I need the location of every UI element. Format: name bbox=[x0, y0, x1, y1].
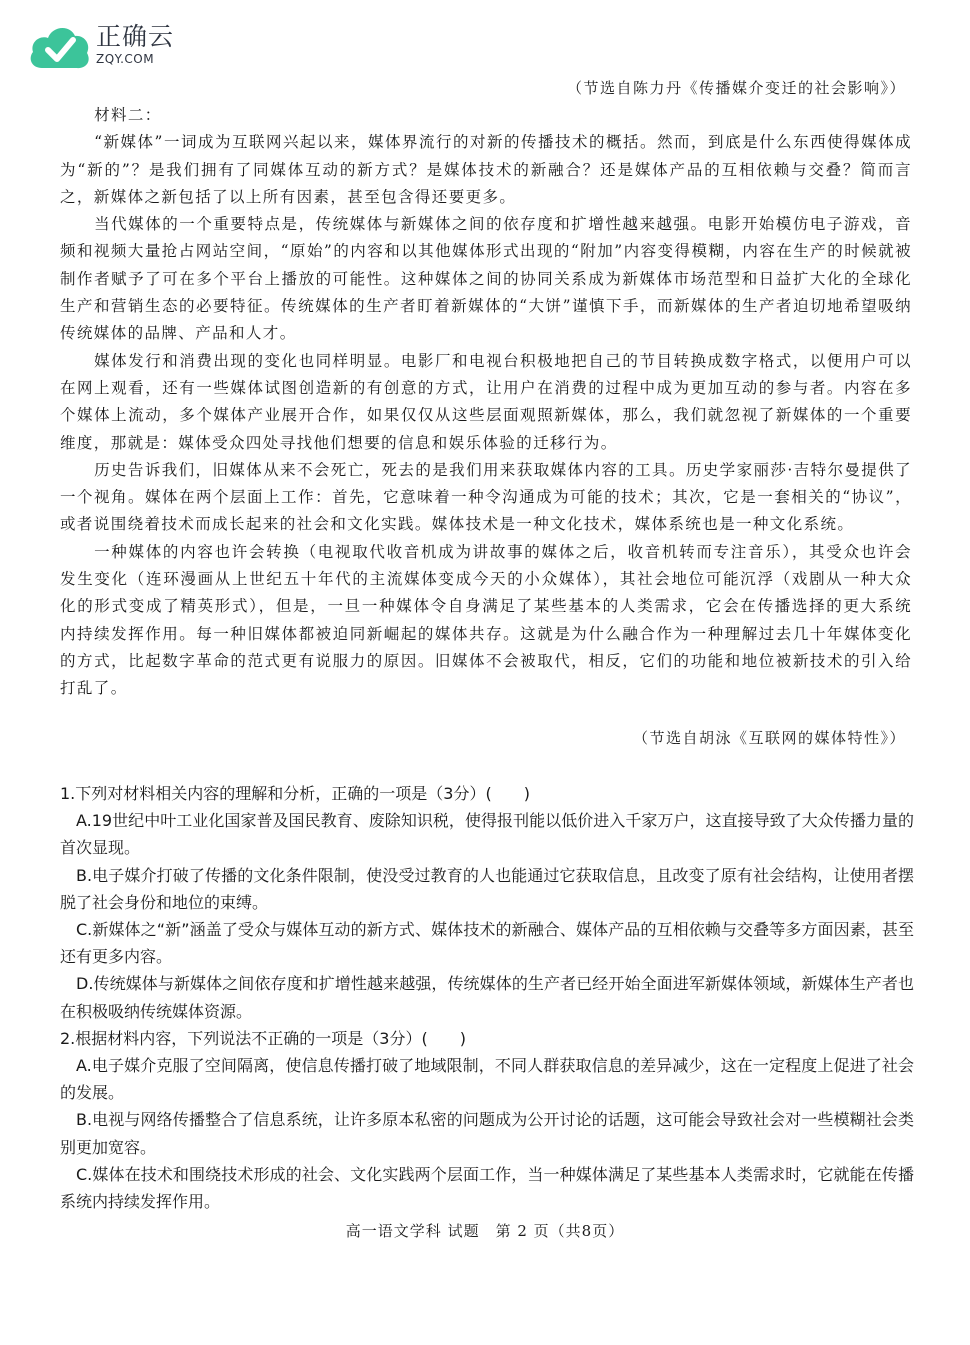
question-1-option-c: C.新媒体之“新”涵盖了受众与媒体互动的新方式、媒体技术的新融合、媒体产品的互相依赖与交叠等多方面因素，甚至还有更多内容。 bbox=[60, 920, 914, 967]
question-2-option-b: B.电视与网络传播整合了信息系统，让许多原本私密的问题成为公开讨论的话题，这可能会导致社会对一些模糊社会类别更加宽容。 bbox=[60, 1110, 914, 1157]
question-section bbox=[60, 780, 914, 1215]
material-paragraph-2: 当代媒体的一个重要特点是，传统媒体与新媒体之间的依存度和扩增性越来越强。电影开始模仿电子游戏，音频和视频大量抢占网站空间，“原始”的内容和以其他媒体形式出现的“附加”内容变得模糊，内容在生产的时候就被制作者赋予了可在多个平台上播放的可能性。这种媒体之间的协同关系成为新媒体市场范型和日益扩大化的全球化生产和营销生态的必要特征。传统媒体的生产者盯着新媒体的“大饼”谨慎下手，而新媒体的生产者迫切地希望吸纳传统媒体的品牌、产品和人才。 bbox=[60, 215, 912, 343]
question-2-option-c: C.媒体在技术和围绕技术形成的社会、文化实践两个层面工作，当一种媒体满足了某些基本人类需求时，它就能在传播系统内持续发挥作用。 bbox=[60, 1164, 914, 1212]
question-2-stem: 2.根据材料内容，下列说法不正确的一项是（3分）( ) bbox=[60, 1028, 466, 1048]
material-heading: 材料二： bbox=[94, 106, 162, 124]
source-citation-1: （节选自陈力丹《传播媒介变迁的社会影响》） bbox=[566, 79, 906, 97]
brand-logo bbox=[28, 18, 198, 78]
question-1-option-d: D.传统媒体与新媒体之间依存度和扩增性越来越强，传统媒体的生产者已经开始全面进军新媒体领域，新媒体生产者也在积极吸纳传统媒体资源。 bbox=[60, 974, 914, 1021]
cloud-check-icon bbox=[28, 20, 92, 74]
question-2-option-a: A.电子媒介克服了空间隔离，使信息传播打破了地域限制，不同人群获取信息的差异减少，这在一定程度上促进了社会的发展。 bbox=[60, 1056, 914, 1103]
material-paragraph-3: 媒体发行和消费出现的变化也同样明显。电影厂和电视台积极地把自己的节目转换成数字格式，以便用户可以在网上观看，还有一些媒体试图创造新的有创意的方式，让用户在消费的过程中成为更加互动的参与者。内容在多个媒体上流动，多个媒体产业展开合作，如果仅仅从这些层面观照新媒体，那么，我们就忽视了新媒体的一个重要维度，那就是：媒体受众四处寻找他们想要的信息和娱乐体验的迁移行为。 bbox=[60, 351, 912, 452]
question-1-option-a: A.19世纪中叶工业化国家普及国民教育、废除知识税，使得报刊能以低价进入千家万户，这直接导致了大众传播力量的首次显现。 bbox=[60, 811, 914, 858]
logo-name-en: ZQY.COM bbox=[96, 52, 155, 66]
question-1-option-b: B.电子媒介打破了传播的文化条件限制，使没受过教育的人也能通过它获取信息，且改变了原有社会结构，让使用者摆脱了社会身份和地位的束缚。 bbox=[60, 865, 914, 912]
question-1-stem: 1.下列对材料相关内容的理解和分析，正确的一项是（3分）( ) bbox=[60, 784, 530, 803]
material-paragraph-4: 历史告诉我们，旧媒体从来不会死亡，死去的是我们用来获取媒体内容的工具。历史学家丽莎·吉特尔曼提供了一个视角。媒体在两个层面上工作：首先，它意味着一种令沟通成为可能的技术；其次，它是一套相关的“协议”，或者说围绕着技术而成长起来的社会和文化实践。媒体技术是一种文化技术，媒体系统也是一种文化系统。 bbox=[60, 460, 912, 534]
logo-name-cn: 正确云 bbox=[96, 22, 175, 51]
material-two bbox=[60, 102, 912, 703]
material-paragraph-5: 一种媒体的内容也许会转换（电视取代收音机成为讲故事的媒体之后，收音机转而专注音乐），其受众也许会发生变化（连环漫画从上世纪五十年代的主流媒体变成今天的小众媒体），其社会地位可能沉浮（戏剧从一种大众化的形式变成了精英形式），但是，一旦一种媒体令自身满足了某些基本的人类需求，它会在传播选择的更大系统内持续发挥作用。每一种旧媒体都被迫同新崛起的媒体共存。这就是为什么融合作为一种理解过去几十年媒体变化的方式，比起数字革命的范式更有说服力的原因。旧媒体不会被取代，相反，它们的功能和地位被新技术的引入给打乱了。 bbox=[60, 542, 912, 698]
page-footer: 高一语文学科 试题 第 2 页（共8页） bbox=[345, 1222, 625, 1240]
source-citation-2: （节选自胡泳《互联网的媒体特性》） bbox=[632, 729, 906, 747]
material-paragraph-1: “新媒体”一词成为互联网兴起以来，媒体界流行的对新的传播技术的概括。然而，到底是什么东西使得媒体成为“新的”？是我们拥有了同媒体互动的新方式？是媒体技术的新融合？还是媒体产品的互相依赖与交叠？简而言之，新媒体之新包括了以上所有因素，甚至包含得还要更多。 bbox=[60, 133, 912, 206]
